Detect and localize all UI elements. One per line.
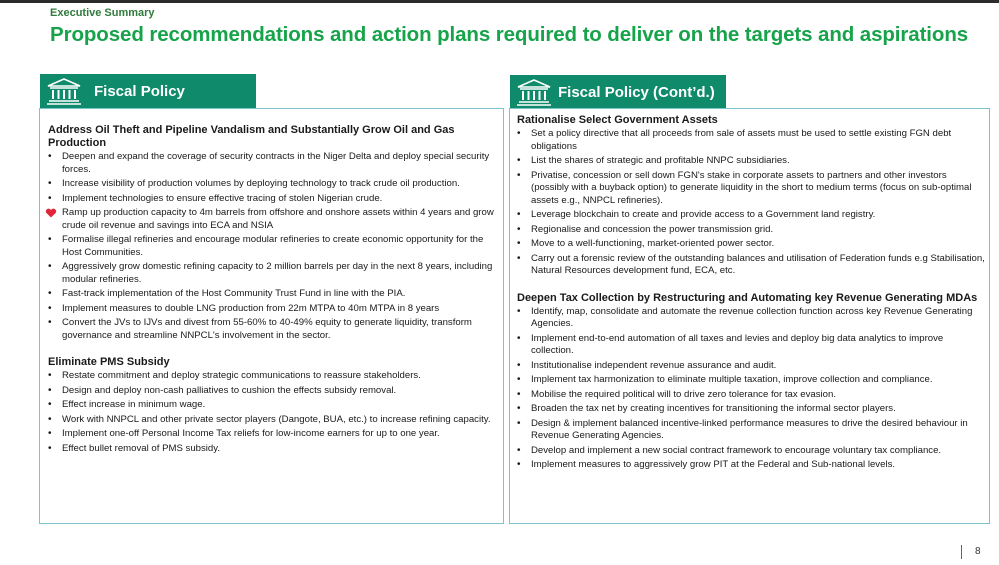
list-item: • Restate commitment and deploy strategic communications to reassure stakeholders. bbox=[48, 370, 504, 383]
bullet-list bbox=[48, 370, 504, 455]
list-item: • Design and deploy non-cash palliatives to cushion the effects subsidy removal. bbox=[48, 385, 504, 398]
list-item: • Implement measures to double LNG production from 22m MTPA to 40m MTPA in 8 years bbox=[48, 303, 504, 316]
list-item: • Mobilise the required political will to drive zero tolerance for tax evasion. bbox=[517, 389, 987, 402]
list-item: • Institutionalise independent revenue assurance and audit. bbox=[517, 360, 987, 373]
page-number-divider bbox=[961, 545, 962, 559]
bullet-list bbox=[48, 151, 504, 342]
heart-icon bbox=[45, 208, 57, 218]
list-item: • Develop and implement a new social contract framework to encourage voluntary tax compliance. bbox=[517, 445, 987, 458]
list-item: • List the shares of strategic and profitable NNPC subsidiaries. bbox=[517, 155, 987, 168]
list-item: • Leverage blockchain to create and provide access to a Government land registry. bbox=[517, 209, 987, 222]
bank-icon bbox=[46, 77, 82, 105]
tab-fiscal-policy bbox=[40, 74, 256, 108]
bank-icon bbox=[516, 78, 552, 106]
list-item: • Formalise illegal refineries and encourage modular refineries to create economic opportunity for the Host Communities. bbox=[48, 234, 504, 259]
page-title: Proposed recommendations and action plans required to deliver on the targets and aspirations bbox=[50, 23, 969, 46]
list-item: • Effect bullet removal of PMS subsidy. bbox=[48, 443, 504, 456]
list-item: • Implement technologies to ensure effective tracing of stolen Nigerian crude. bbox=[48, 193, 504, 206]
list-item-highlighted bbox=[48, 207, 504, 232]
bullet-list bbox=[517, 306, 987, 472]
list-item: • Identify, map, consolidate and automate the revenue collection function across key Revenue Generating Agencies. bbox=[517, 306, 987, 331]
list-item-text: Ramp up production capacity to 4m barrels from offshore and onshore assets within 4 years and grow crude oil revenue and savings into ECA and NSIA bbox=[62, 207, 494, 231]
list-item: • Implement one-off Personal Income Tax reliefs for low-income earners for up to one year. bbox=[48, 428, 504, 441]
list-item: • Set a policy directive that all proceeds from sale of assets must be used to settle existing FGN debt obligations bbox=[517, 128, 987, 153]
left-panel-content bbox=[48, 124, 504, 457]
section-heading: Rationalise Select Government Assets bbox=[517, 114, 718, 126]
list-item: • Move to a well-functioning, market-oriented power sector. bbox=[517, 238, 987, 251]
list-item: • Design & implement balanced incentive-linked performance measures to drive the desired behaviour in Revenue Generating Agencies. bbox=[517, 418, 987, 443]
top-rule bbox=[0, 0, 999, 3]
list-item: • Fast-track implementation of the Host Community Trust Fund in line with the PIA. bbox=[48, 288, 504, 301]
list-item: • Implement tax harmonization to eliminate multiple taxation, improve collection and compliance. bbox=[517, 374, 987, 387]
section-heading: Eliminate PMS Subsidy bbox=[48, 356, 170, 368]
list-item: • Increase visibility of production volumes by deploying technology to track crude oil production. bbox=[48, 178, 504, 191]
page-number: 8 bbox=[975, 546, 981, 557]
list-item: • Convert the JVs to IJVs and divest from 55-60% to 40-49% equity to generate liquidity, transform governance and streamline NNPCL's involvement in the sector. bbox=[48, 317, 504, 342]
list-item: • Effect increase in minimum wage. bbox=[48, 399, 504, 412]
list-item: • Carry out a forensic review of the outstanding balances and utilisation of Federation funds e.g Stabilisation, Natural Resources development fund, ECA, etc. bbox=[517, 253, 987, 278]
tab-label: Fiscal Policy (Cont’d.) bbox=[558, 83, 715, 101]
tab-fiscal-policy-contd bbox=[510, 75, 726, 109]
list-item: • Privatise, concession or sell down FGN's stake in corporate assets to partners and other investors (possibly with a buyback option) to generate liquidity in the short to medium terms (focus on sub-optimal assets e.g., NNPCL refineries). bbox=[517, 170, 987, 208]
section-heading: Deepen Tax Collection by Restructuring and Automating key Revenue Generating MDAs bbox=[517, 291, 978, 304]
list-item: • Deepen and expand the coverage of security contracts in the Niger Delta and deploy special security forces. bbox=[48, 151, 504, 176]
list-item: • Broaden the tax net by creating incentives for transitioning the informal sector players. bbox=[517, 403, 987, 416]
list-item: • Aggressively grow domestic refining capacity to 2 million barrels per day in the next 8 years, including modular refineries. bbox=[48, 261, 504, 286]
tab-label: Fiscal Policy bbox=[94, 82, 185, 100]
section-heading: Address Oil Theft and Pipeline Vandalism and Substantially Grow Oil and Gas Production bbox=[48, 124, 455, 149]
bullet-list bbox=[517, 128, 987, 278]
list-item: • Implement measures to aggressively grow PIT at the Federal and Sub-national levels. bbox=[517, 459, 987, 472]
list-item: • Regionalise and concession the power transmission grid. bbox=[517, 224, 987, 237]
list-item: • Implement end-to-end automation of all taxes and levies and deploy big data analytics to improve collection. bbox=[517, 333, 987, 358]
list-item: • Work with NNPCL and other private sector players (Dangote, BUA, etc.) to increase refining capacity. bbox=[48, 414, 504, 427]
right-panel-content bbox=[517, 114, 987, 474]
section-eyebrow: Executive Summary bbox=[50, 7, 155, 19]
